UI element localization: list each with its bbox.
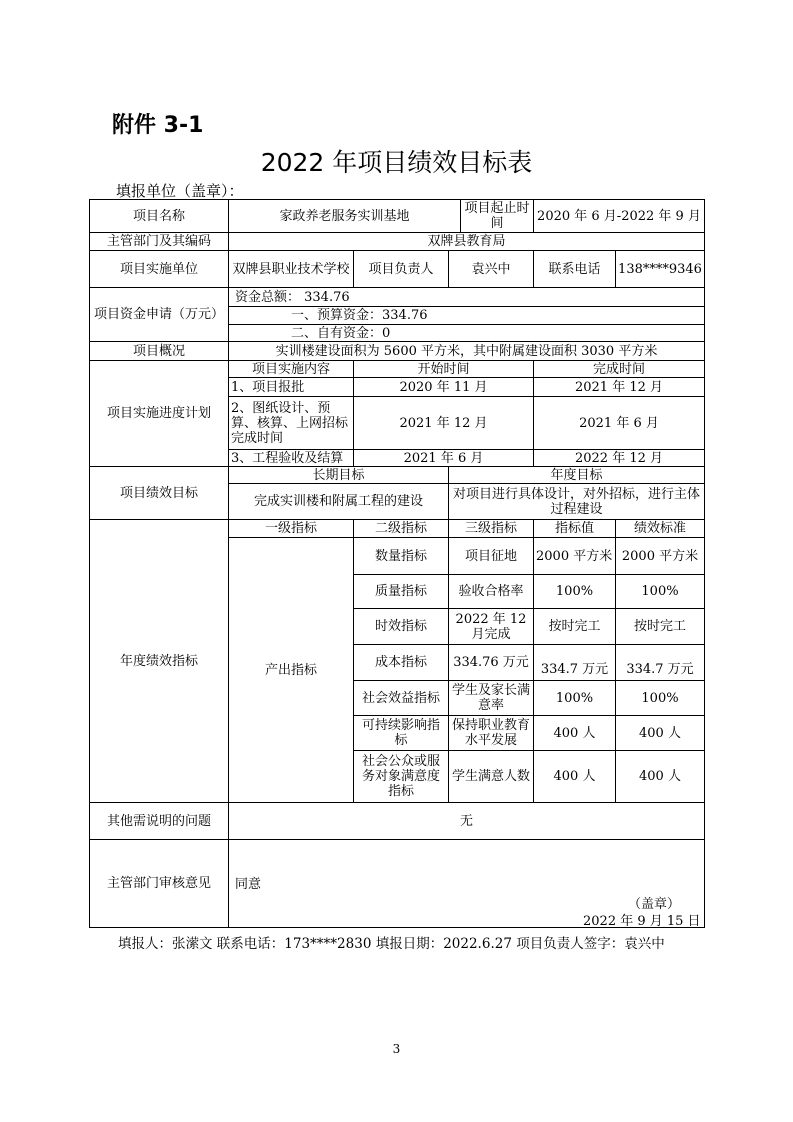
indicator-row-2-standard: 100% <box>615 574 705 609</box>
indicator-row-2-l2: 质量指标 <box>353 574 449 609</box>
schedule-row-1-start: 2020 年 11 月 <box>353 377 534 397</box>
indicator-row-1-standard: 2000 平方米 <box>615 537 705 575</box>
indicator-row-5-standard: 100% <box>615 680 705 716</box>
impl-unit-value: 双牌县职业技术学校 <box>228 250 354 288</box>
schedule-header-end: 完成时间 <box>533 360 705 378</box>
annual-goal-header: 年度目标 <box>448 466 705 484</box>
leader-value: 袁兴中 <box>448 250 534 288</box>
schedule-row-1-content: 1、项目报批 <box>228 377 354 397</box>
indicator-header-standard: 绩效标准 <box>615 519 705 538</box>
schedule-row-3-end: 2022 年 12 月 <box>533 449 705 467</box>
review-label: 主管部门审核意见 <box>89 839 229 928</box>
indicator-row-1-l3: 项目征地 <box>448 537 534 575</box>
indicator-row-3-l3: 2022 年 12 月完成 <box>448 608 534 645</box>
indicator-row-3-l2: 时效指标 <box>353 608 449 645</box>
project-period-value: 2020 年 6 月-2022 年 9 月 <box>533 199 705 233</box>
indicator-row-6-standard: 400 人 <box>615 715 705 751</box>
review-stamp: （盖章） <box>628 897 681 912</box>
indicator-row-7-l3: 学生满意人数 <box>448 750 534 803</box>
annual-goal: 对项目进行具体设计，对外招标，进行主体过程建设 <box>448 483 705 520</box>
overview-text: 实训楼建设面积为 5600 平方米，其中附属建设面积 3030 平方米 <box>228 341 705 361</box>
dept-value: 双牌县教育局 <box>228 232 705 251</box>
indicator-row-5-l2: 社会效益指标 <box>353 680 449 716</box>
long-term-goal: 完成实训楼和附属工程的建设 <box>228 483 449 520</box>
project-period-label: 项目起止时间 <box>460 199 534 233</box>
schedule-header-start: 开始时间 <box>353 360 534 378</box>
indicator-row-7-value: 400 人 <box>533 750 616 803</box>
indicator-row-4-value: 334.7 万元 <box>533 644 616 681</box>
funds-own: 二、自有资金：0 <box>228 324 705 342</box>
phone-value: 138****9346 <box>615 250 705 288</box>
schedule-label: 项目实施进度计划 <box>89 360 229 467</box>
indicator-row-6-l3: 保持职业教育水平发展 <box>448 715 534 751</box>
impl-unit-label: 项目实施单位 <box>89 250 229 288</box>
indicator-header-l3: 三级指标 <box>448 519 534 538</box>
indicator-row-1-l2: 数量指标 <box>353 537 449 575</box>
indicator-row-2-l3: 验收合格率 <box>448 574 534 609</box>
project-name-value: 家政养老服务实训基地 <box>228 199 461 233</box>
review-date: 2022 年 9 月 15 日 <box>583 914 701 929</box>
overview-label: 项目概况 <box>89 341 229 361</box>
schedule-row-3-start: 2021 年 6 月 <box>353 449 534 467</box>
schedule-row-2-start: 2021 年 12 月 <box>353 396 534 450</box>
indicator-row-4-standard: 334.7 万元 <box>615 644 705 681</box>
schedule-row-1-end: 2021 年 12 月 <box>533 377 705 397</box>
indicator-row-6-l2: 可持续影响指标 <box>353 715 449 751</box>
indicator-header-value: 指标值 <box>533 519 616 538</box>
indicator-row-6-value: 400 人 <box>533 715 616 751</box>
indicators-label: 年度绩效指标 <box>89 519 229 803</box>
funds-total: 资金总额： 334.76 <box>228 287 705 307</box>
page-title: 2022 年项目绩效目标表 <box>260 148 533 177</box>
phone-label: 联系电话 <box>533 250 616 288</box>
schedule-header-content: 项目实施内容 <box>228 360 354 378</box>
indicator-row-5-l3: 学生及家长满意率 <box>448 680 534 716</box>
schedule-row-3-content: 3、工程验收及结算 <box>228 449 354 467</box>
indicator-row-3-value: 按时完工 <box>533 608 616 645</box>
indicator-row-7-standard: 400 人 <box>615 750 705 803</box>
filling-unit-label: 填报单位（盖章）： <box>116 182 244 200</box>
indicator-header-l2: 二级指标 <box>353 519 449 538</box>
indicator-level1: 产出指标 <box>228 537 354 803</box>
goals-label: 项目绩效目标 <box>89 466 229 520</box>
indicator-row-5-value: 100% <box>533 680 616 716</box>
long-term-goal-header: 长期目标 <box>228 466 449 484</box>
funds-budget: 一、预算资金：334.76 <box>228 306 705 325</box>
leader-label: 项目负责人 <box>353 250 449 288</box>
indicator-row-7-l2: 社会公众或服务对象满意度指标 <box>353 750 449 803</box>
page-number: 3 <box>392 1042 401 1056</box>
indicator-row-2-value: 100% <box>533 574 616 609</box>
project-name-label: 项目名称 <box>89 199 229 233</box>
indicator-header-l1: 一级指标 <box>228 519 354 538</box>
dept-label: 主管部门及其编码 <box>89 232 229 251</box>
indicator-row-4-l2: 成本指标 <box>353 644 449 681</box>
review-text: 同意 <box>235 877 262 892</box>
other-label: 其他需说明的问题 <box>89 802 229 840</box>
footer-info: 填报人：张潆文 联系电话：173****2830 填报日期：2022.6.27 项目负责人签字：袁兴中 <box>118 936 665 952</box>
other-text: 无 <box>228 802 705 840</box>
indicator-row-1-value: 2000 平方米 <box>533 537 616 575</box>
schedule-row-2-end: 2021 年 6 月 <box>533 396 705 450</box>
indicator-row-3-standard: 按时完工 <box>615 608 705 645</box>
annex-label: 附件 3-1 <box>112 113 204 138</box>
funds-label: 项目资金申请（万元） <box>89 287 229 342</box>
indicator-row-4-l3: 334.76 万元 <box>448 644 534 681</box>
schedule-row-2-content: 2、图纸设计、预算、核算、上网招标完成时间 <box>228 396 354 450</box>
